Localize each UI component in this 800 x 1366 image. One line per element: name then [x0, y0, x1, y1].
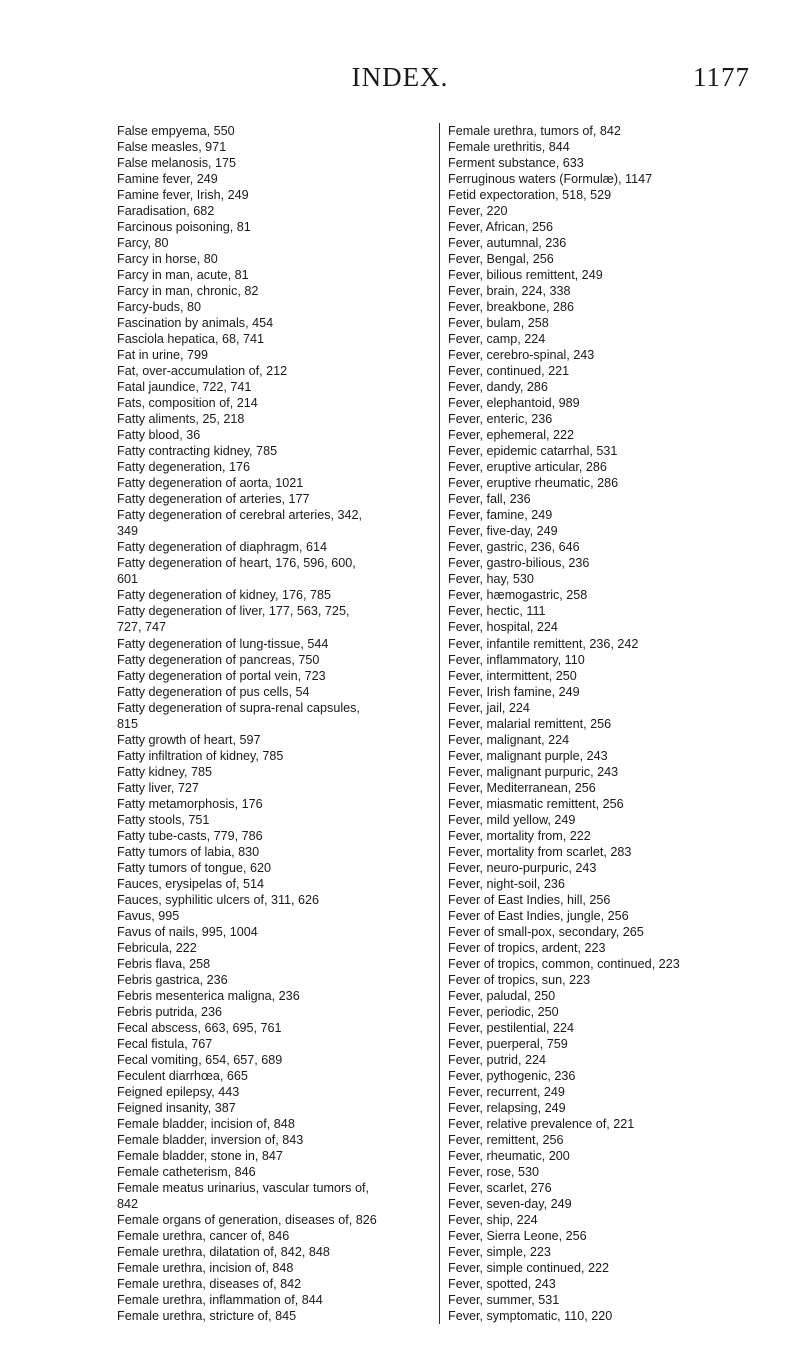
- index-entry: Farcy in man, acute, 81: [117, 268, 249, 283]
- index-entry: Fever, malignant purpuric, 243: [448, 764, 619, 779]
- index-entry: Fatty degeneration of supra-renal capsules,: [117, 700, 360, 715]
- index-entry: Fever of tropics, ardent, 223: [448, 940, 606, 955]
- index-entry: Fever, bilious remittent, 249: [448, 268, 603, 283]
- index-entry: Febris flava, 258: [117, 956, 211, 971]
- index-column-left: [117, 123, 417, 1324]
- index-entry: Favus, 995: [117, 908, 180, 923]
- index-entry: Fauces, syphilitic ulcers of, 311, 626: [117, 892, 320, 907]
- index-entry: Farcy, 80: [117, 236, 169, 251]
- index-entry: Fever, paludal, 250: [448, 988, 556, 1003]
- index-entry: False empyema, 550: [117, 124, 235, 138]
- index-entry: Fatty tube-casts, 779, 786: [117, 828, 263, 843]
- index-entry: Fever, malignant, 224: [448, 732, 570, 747]
- index-entry: Fat in urine, 799: [117, 348, 209, 363]
- index-entry: Fatty degeneration of aorta, 1021: [117, 476, 304, 491]
- index-entry: Fatty degeneration, 176: [117, 460, 251, 475]
- index-entry: Febris gastrica, 236: [117, 972, 228, 987]
- index-entry: Fever, eruptive rheumatic, 286: [448, 476, 619, 491]
- index-entry: Ferment substance, 633: [448, 156, 584, 171]
- index-entry: Fauces, erysipelas of, 514: [117, 876, 265, 891]
- index-entry: Fever, puerperal, 759: [448, 1036, 568, 1051]
- index-entry: Fever, famine, 249: [448, 508, 553, 523]
- index-entry: Fever, simple continued, 222: [448, 1261, 610, 1276]
- index-entry: Female urethra, diseases of, 842: [117, 1277, 302, 1292]
- index-entry: Fatty degeneration of pus cells, 54: [117, 684, 310, 699]
- index-entry: Fever, malarial remittent, 256: [448, 716, 612, 731]
- index-entry: Fever, gastric, 236, 646: [448, 540, 580, 555]
- index-entry: Fever of East Indies, hill, 256: [448, 892, 611, 907]
- index-entry: Fever, elephantoid, 989: [448, 396, 580, 411]
- index-entry: 842: [117, 1197, 139, 1212]
- index-entry: Fatty aliments, 25, 218: [117, 412, 245, 427]
- index-entry: Female urethra, cancer of, 846: [117, 1229, 290, 1244]
- index-entry: Fever, periodic, 250: [448, 1004, 559, 1019]
- index-entry: Fever, breakbone, 286: [448, 300, 575, 315]
- index-entry: Fever, simple, 223: [448, 1245, 551, 1260]
- index-entry: Fever, fall, 236: [448, 492, 531, 507]
- index-entry: Fever, bulam, 258: [448, 316, 549, 331]
- index-entry: Fecal fistula, 767: [117, 1036, 213, 1051]
- index-entry: Fever, hæmogastric, 258: [448, 588, 588, 603]
- index-entry: Fever, recurrent, 249: [448, 1084, 565, 1099]
- index-entry: Fever, hay, 530: [448, 572, 534, 587]
- index-entry: Fever, seven-day, 249: [448, 1197, 572, 1212]
- index-entry: Fever, brain, 224, 338: [448, 284, 571, 299]
- index-entry: Fever, camp, 224: [448, 332, 546, 347]
- index-entry: Fatty degeneration of arteries, 177: [117, 492, 310, 507]
- index-entry: Fever, autumnal, 236: [448, 236, 567, 251]
- index-entry: Fever, malignant purple, 243: [448, 748, 608, 763]
- page-number: 1177: [693, 62, 750, 92]
- index-entry: Fever, 220: [448, 204, 508, 219]
- index-entry: 815: [117, 716, 139, 731]
- index-entry: Fever, relapsing, 249: [448, 1100, 566, 1115]
- index-entry: Fever, spotted, 243: [448, 1277, 556, 1292]
- index-entry: Fever, ephemeral, 222: [448, 428, 575, 443]
- index-entry: Fatty infiltration of kidney, 785: [117, 748, 284, 763]
- index-entry: Female urethritis, 844: [448, 140, 570, 155]
- index-entry: Female urethra, dilatation of, 842, 848: [117, 1245, 330, 1260]
- index-entry: 727, 747: [117, 620, 167, 635]
- index-entry: Fatty degeneration of heart, 176, 596, 600,: [117, 556, 356, 571]
- index-entry: Fatty degeneration of pancreas, 750: [117, 652, 320, 667]
- index-entry: Fever, night-soil, 236: [448, 876, 565, 891]
- index-entry: Fever, neuro-purpuric, 243: [448, 860, 597, 875]
- index-entry: Fatty degeneration of lung-tissue, 544: [117, 636, 329, 651]
- index-entry: Fetid expectoration, 518, 529: [448, 188, 612, 203]
- index-entry: Fecal vomiting, 654, 657, 689: [117, 1052, 283, 1067]
- index-entry: Fever, African, 256: [448, 220, 554, 235]
- index-entry: Feculent diarrhœa, 665: [117, 1068, 248, 1083]
- index-entry: Fatty degeneration of cerebral arteries, 342,: [117, 508, 363, 523]
- index-entry: Febris mesenterica maligna, 236: [117, 988, 300, 1003]
- index-entry: Female urethra, incision of, 848: [117, 1261, 294, 1276]
- index-entry: Fever, rheumatic, 200: [448, 1149, 570, 1163]
- index-entry: Fever, Bengal, 256: [448, 252, 554, 267]
- index-entry: Fecal abscess, 663, 695, 761: [117, 1020, 282, 1035]
- index-entry: Fatty metamorphosis, 176: [117, 796, 263, 811]
- index-entry: Fever, mild yellow, 249: [448, 812, 576, 827]
- index-entry: Fever, mortality from scarlet, 283: [448, 844, 632, 859]
- index-entry: Ferruginous waters (Formulæ), 1147: [448, 172, 653, 187]
- index-entry: Fever, relative prevalence of, 221: [448, 1116, 635, 1131]
- index-entry: Fever, cerebro-spinal, 243: [448, 348, 595, 363]
- index-entry: Female bladder, inversion of, 843: [117, 1132, 304, 1147]
- index-entry: Farcy in man, chronic, 82: [117, 284, 259, 299]
- index-entry: Fever, mortality from, 222: [448, 828, 591, 843]
- index-entry: Fever, Mediterranean, 256: [448, 780, 596, 795]
- index-entry: Female urethra, tumors of, 842: [448, 124, 621, 138]
- index-entry: Fever, rose, 530: [448, 1165, 540, 1180]
- index-entry: Fats, composition of, 214: [117, 396, 258, 411]
- index-entry: Farcinous poisoning, 81: [117, 220, 251, 235]
- index-entry: Febricula, 222: [117, 940, 197, 955]
- index-entry: Fever, remittent, 256: [448, 1132, 564, 1147]
- page-title: INDEX.: [351, 62, 449, 92]
- index-entry: Famine fever, 249: [117, 172, 218, 187]
- index-entry: False melanosis, 175: [117, 156, 237, 171]
- index-entry: Farcy in horse, 80: [117, 252, 218, 267]
- index-entry: Fever, jail, 224: [448, 700, 530, 715]
- index-entry: Fever, hectic, 111: [448, 604, 546, 619]
- index-entry: Fever of tropics, sun, 223: [448, 972, 591, 987]
- index-column-right: [439, 123, 773, 1324]
- index-entry: Fever of tropics, common, continued, 223: [448, 956, 680, 971]
- index-entry: Fatty kidney, 785: [117, 764, 212, 779]
- index-entry: Fever, five-day, 249: [448, 524, 558, 539]
- index-entry: Fatty degeneration of liver, 177, 563, 725,: [117, 604, 350, 619]
- index-entry: Faradisation, 682: [117, 204, 215, 219]
- index-entry: Febris putrida, 236: [117, 1004, 223, 1019]
- index-entry: 601: [117, 572, 139, 587]
- index-entry: Fever, miasmatic remittent, 256: [448, 796, 624, 811]
- index-entry: Fat, over-accumulation of, 212: [117, 364, 288, 379]
- index-entry: Fever, Sierra Leone, 256: [448, 1229, 587, 1244]
- index-entry: Fever, pythogenic, 236: [448, 1068, 576, 1083]
- index-entry: Fever, hospital, 224: [448, 620, 558, 635]
- index-entry: Female bladder, incision of, 848: [117, 1116, 295, 1131]
- index-entry: Fatty degeneration of kidney, 176, 785: [117, 588, 332, 603]
- index-entry: Fever, gastro-bilious, 236: [448, 556, 590, 571]
- index-entry: False measles, 971: [117, 140, 227, 155]
- index-entry: Female urethra, inflammation of, 844: [117, 1293, 323, 1308]
- index-entry: Fever, scarlet, 276: [448, 1181, 552, 1196]
- index-entry: Fever, putrid, 224: [448, 1052, 547, 1067]
- index-entry: Famine fever, Irish, 249: [117, 188, 249, 203]
- index-entry: Fatty degeneration of portal vein, 723: [117, 668, 326, 683]
- index-entry: Feigned epilepsy, 443: [117, 1084, 240, 1099]
- index-entry: Fatty growth of heart, 597: [117, 732, 261, 747]
- index-entry: Fever, dandy, 286: [448, 380, 548, 395]
- index-entry: Fever, pestilential, 224: [448, 1020, 575, 1035]
- index-entry: Fasciola hepatica, 68, 741: [117, 332, 265, 347]
- index-entry: Feigned insanity, 387: [117, 1100, 236, 1115]
- index-entry: Fatty degeneration of diaphragm, 614: [117, 540, 328, 555]
- index-entry: Fever of East Indies, jungle, 256: [448, 908, 629, 923]
- index-entry: Female urethra, stricture of, 845: [117, 1309, 297, 1324]
- index-entry: Fever, inflammatory, 110: [448, 652, 585, 667]
- index-entry: Farcy-buds, 80: [117, 300, 201, 315]
- index-entry: Female bladder, stone in, 847: [117, 1149, 283, 1163]
- index-entry: Female meatus urinarius, vascular tumors of,: [117, 1181, 369, 1196]
- index-entry: Fever, intermittent, 250: [448, 668, 577, 683]
- index-entry: Fever, summer, 531: [448, 1293, 560, 1308]
- index-entry: Female organs of generation, diseases of, 826: [117, 1213, 377, 1228]
- index-entry: Fever, eruptive articular, 286: [448, 460, 607, 475]
- index-entry: Female catheterism, 846: [117, 1165, 256, 1180]
- index-entry: Fatty stools, 751: [117, 812, 210, 827]
- index-entry: Fever, symptomatic, 110, 220: [448, 1309, 613, 1324]
- index-entry: Fatty blood, 36: [117, 428, 201, 443]
- index-entry: Fever, enteric, 236: [448, 412, 553, 427]
- page-header: [0, 62, 800, 96]
- index-entry: Fatty liver, 727: [117, 780, 199, 795]
- index-entry: Fever, infantile remittent, 236, 242: [448, 636, 639, 651]
- index-entry: Fascination by animals, 454: [117, 316, 274, 331]
- index-entry: Fever, epidemic catarrhal, 531: [448, 444, 618, 459]
- index-entry: Favus of nails, 995, 1004: [117, 924, 258, 939]
- index-entry: Fever, ship, 224: [448, 1213, 538, 1228]
- index-entry: 349: [117, 524, 139, 539]
- index-entry: Fatty contracting kidney, 785: [117, 444, 278, 459]
- index-entry: Fatty tumors of labia, 830: [117, 844, 260, 859]
- index-entry: Fever, continued, 221: [448, 364, 570, 379]
- index-entry: Fever, Irish famine, 249: [448, 684, 580, 699]
- index-entry: Fever of small-pox, secondary, 265: [448, 924, 644, 939]
- index-entry: Fatal jaundice, 722, 741: [117, 380, 252, 395]
- index-entry: Fatty tumors of tongue, 620: [117, 860, 272, 875]
